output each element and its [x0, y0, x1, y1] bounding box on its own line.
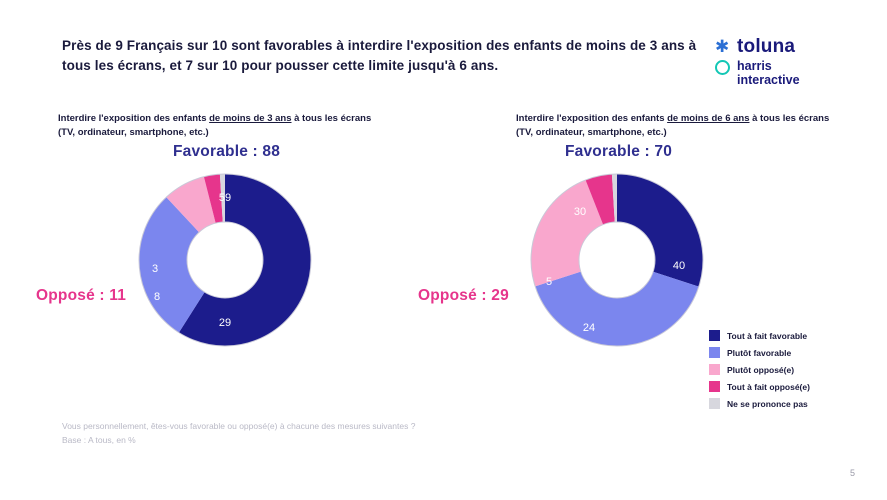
chart-2-title — [516, 112, 846, 141]
legend-label: Plutôt favorable — [727, 347, 792, 358]
chart-2-title-part1: Interdire l'exposition des enfants — [516, 113, 668, 124]
legend-item — [709, 381, 849, 392]
logo-subbrand-line1: harris — [737, 59, 772, 73]
legend-swatch-icon — [709, 347, 720, 358]
legend-swatch-icon — [709, 330, 720, 341]
chart-2-label-24: 24 — [582, 322, 596, 334]
chart-2-donut — [527, 170, 707, 350]
legend-swatch-icon — [709, 364, 720, 375]
legend-item — [709, 398, 849, 409]
footnote-base: Base : A tous, en % — [62, 434, 136, 445]
logo-subbrand — [737, 59, 800, 88]
legend-label: Tout à fait opposé(e) — [727, 381, 810, 392]
chart-2-oppose-label: Opposé : 29 — [418, 287, 509, 304]
legend-label: Tout à fait favorable — [727, 330, 808, 341]
logo-brand: toluna — [737, 36, 796, 57]
page-number: 5 — [849, 468, 855, 478]
legend-swatch-icon — [709, 398, 720, 409]
chart-1-favorable-label: Favorable : 88 — [173, 143, 281, 160]
legend-swatch-icon — [709, 381, 720, 392]
chart-1-title-part2: à tous les écrans — [291, 113, 372, 124]
legend-item — [709, 347, 849, 358]
chart-1-label-59: 59 — [218, 192, 232, 204]
logo-subbrand-line2: interactive — [737, 73, 800, 88]
footnote-question: Vous personnellement, êtes-vous favorable ou opposé(e) à chacune des mesures suivantes ? — [62, 421, 416, 431]
legend — [709, 330, 849, 415]
chart-2-title-underline: de moins de 6 ans — [667, 113, 750, 124]
chart-2-label-40: 40 — [672, 260, 686, 272]
chart-1-title-line2: (TV, ordinateur, smartphone, etc.) — [58, 127, 209, 139]
chart-1-label-29: 29 — [218, 317, 232, 329]
ring-inner-outline — [579, 222, 655, 298]
chart-1-label-8: 8 — [153, 291, 161, 303]
chart-2-label-30: 30 — [573, 206, 587, 218]
circle-icon — [715, 60, 730, 75]
chart-1-title-underline: de moins de 3 ans — [209, 113, 292, 124]
chart-2-label-5: 5 — [545, 276, 553, 288]
asterisk-icon: ✱ — [715, 37, 730, 56]
legend-item — [709, 364, 849, 375]
ring-inner-outline — [187, 222, 263, 298]
chart-1-donut — [135, 170, 315, 350]
chart-2-favorable-label: Favorable : 70 — [565, 143, 673, 160]
legend-label: Ne se prononce pas — [727, 398, 808, 409]
logo — [715, 36, 845, 88]
chart-2-title-line2: (TV, ordinateur, smartphone, etc.) — [516, 127, 667, 139]
chart-1-title — [58, 112, 388, 141]
footnote — [62, 420, 415, 447]
legend-item — [709, 330, 849, 341]
legend-label: Plutôt opposé(e) — [727, 364, 795, 375]
chart-2-title-part2: à tous les écrans — [749, 113, 830, 124]
chart-1-oppose-label: Opposé : 11 — [36, 287, 127, 304]
chart-1-title-part1: Interdire l'exposition des enfants — [58, 113, 210, 124]
page-title: Près de 9 Français sur 10 sont favorables à interdire l'exposition des enfants de moins de 3 ans à tous les écrans, et 7 sur 10 pour pousser cette limite jusqu'à 6 ans. — [62, 38, 697, 74]
chart-1-label-3: 3 — [151, 263, 159, 275]
